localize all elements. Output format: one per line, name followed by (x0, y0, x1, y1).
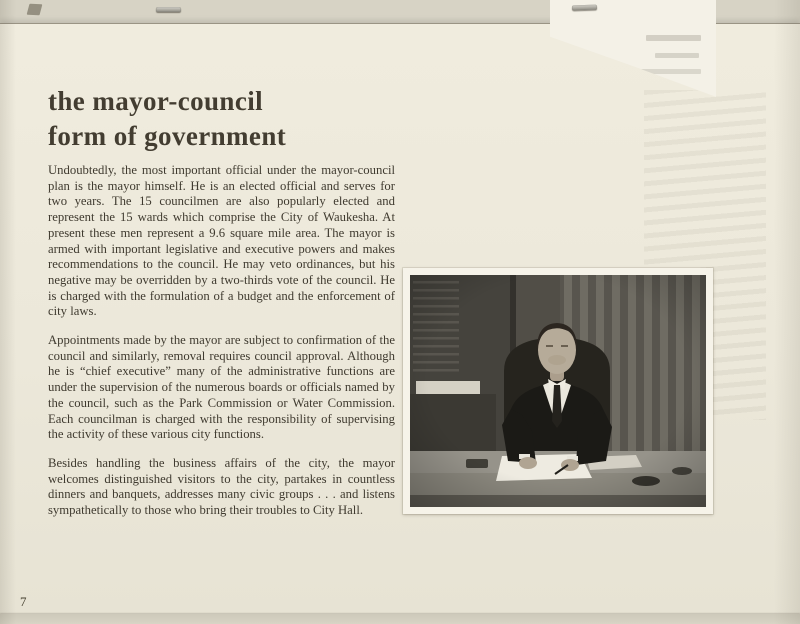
staple-icon (572, 5, 597, 11)
title-line-1: the mayor-council (48, 86, 264, 116)
mayor-photo (403, 268, 713, 514)
body-paragraph: Besides handling the business affairs of the city, the mayor welcomes distinguished visitors to the city, partakes in countless dinners and banquets, addresses many civic groups . . . and listens sympathetically to those who bring their troubles to City Hall. (48, 455, 395, 518)
page-bottom-edge (0, 614, 800, 624)
book-page (0, 24, 800, 614)
ghost-print-mark (646, 35, 701, 41)
mayor-photo-illustration (410, 275, 706, 507)
body-paragraph: Appointments made by the mayor are subject to confirmation of the council and similarly, removal requires council approval. Although he is “chief executive” many of the administrative functions are under the supervision of the numerous boards or officials named by the council, such as the Park Commission or Water Commission. Each councilman is charged with the responsibility of supervising the activity of these various city functions. (48, 333, 395, 442)
page-number: 7 (20, 594, 27, 609)
page-title (48, 84, 286, 154)
body-text-column (48, 163, 395, 532)
ghost-print-mark (655, 53, 700, 58)
staple-icon (156, 7, 181, 12)
body-paragraph: Undoubtedly, the most important official under the mayor-council plan is the mayor himself. He is an elected official and serves for two years. The 15 councilmen are also popularly elected and represent the 15 wards which comprise the City of Waukesha. At present these men represent a 9.6 square mile area. The mayor is armed with important legislative and executive powers and makes recommendations to the council. He may veto ordinances, but his negative may be overridden by a two-thirds vote of the council. He is charged with the formulation of a budget and the enforcement of city laws. (48, 163, 395, 319)
page-tear-mark (27, 4, 43, 16)
title-line-2: form of government (48, 121, 287, 151)
